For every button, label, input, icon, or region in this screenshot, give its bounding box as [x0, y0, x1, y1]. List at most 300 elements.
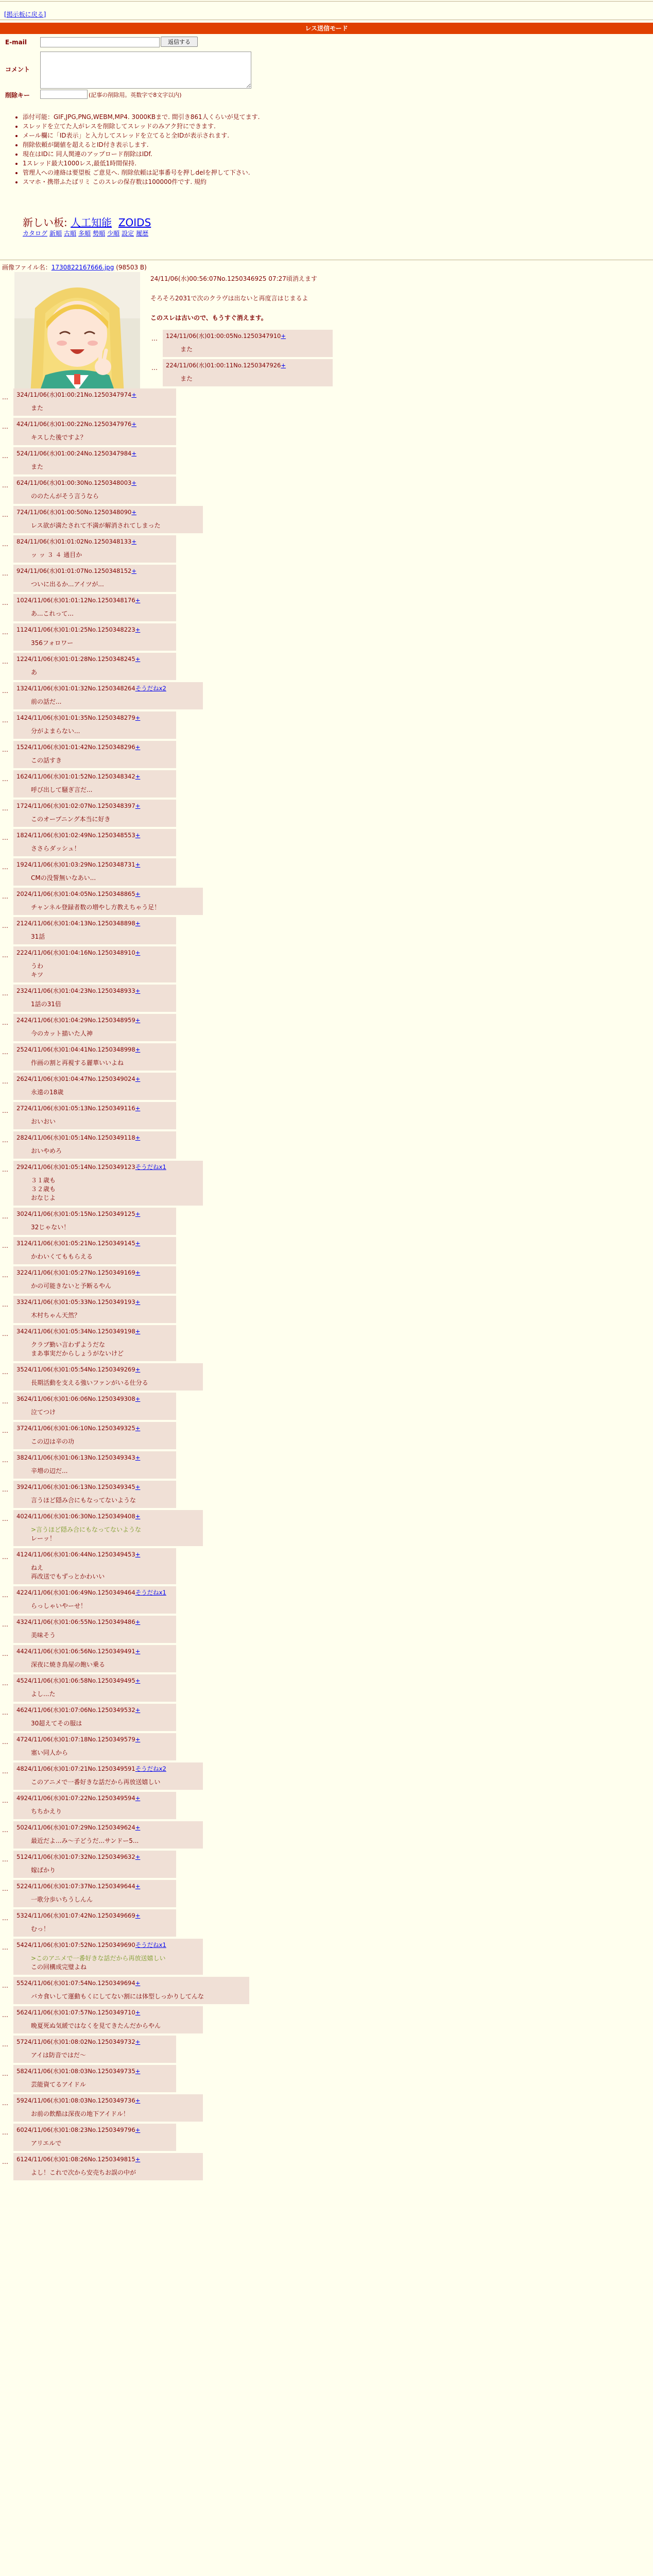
reply-comment	[31, 1117, 173, 1126]
reply-indent-marker: …	[2, 1944, 8, 1951]
new-board-link-zoids[interactable]: ZOIDS	[118, 216, 151, 229]
reply-comment	[31, 1000, 173, 1009]
sodane-button[interactable]: +	[135, 714, 141, 721]
sodane-button[interactable]: +	[135, 1677, 141, 1684]
sodane-button[interactable]: +	[135, 743, 141, 751]
reply-number[interactable]: No.1250349694	[88, 1979, 135, 1987]
reply-number[interactable]: No.1250349269	[88, 1366, 135, 1373]
reply-index: 52	[16, 1883, 24, 1890]
catalog-link[interactable]: 履歴	[136, 230, 149, 237]
reply-number[interactable]: No.1250349532	[88, 1706, 135, 1714]
reply-number[interactable]: No.1250349669	[88, 1912, 135, 1919]
reply-post	[13, 1909, 176, 1937]
comment-line: アリエルで	[31, 2140, 62, 2147]
reply-indent-marker: …	[2, 1107, 8, 1114]
reply-date: 24/11/06(水)01:07:21	[24, 1765, 88, 1772]
sodane-button[interactable]: +	[281, 362, 286, 369]
comment-line: ののたんがそう言うなら	[31, 493, 99, 500]
catalog-link[interactable]: 新順	[49, 230, 62, 237]
sodane-button[interactable]: +	[135, 2038, 141, 2045]
comment-line: ねえ	[31, 1564, 44, 1571]
reply-post	[13, 2094, 203, 2122]
reply-number[interactable]: No.1250349116	[88, 1105, 135, 1112]
sodane-button[interactable]: +	[135, 1210, 141, 1217]
delete-key-label: 削除キー	[5, 92, 30, 99]
reply-number[interactable]: No.1250349308	[88, 1395, 135, 1402]
reply-header	[16, 1882, 173, 1890]
reply-index: 4	[16, 420, 21, 428]
reply-number[interactable]: No.1250349125	[88, 1210, 135, 1217]
reply-number[interactable]: No.1250348933	[88, 987, 135, 994]
reply-index: 2	[166, 362, 170, 369]
sodane-button[interactable]: +	[131, 567, 137, 574]
sodane-button[interactable]: +	[135, 1395, 141, 1402]
reply-number[interactable]: No.1250349690	[88, 1941, 135, 1948]
reply-indent-marker: …	[2, 1553, 8, 1561]
reply-number[interactable]: No.1250348397	[88, 802, 135, 809]
reply-number[interactable]: No.1250349343	[88, 1454, 135, 1461]
reply-date: 24/11/06(水)01:04:23	[24, 987, 88, 994]
reply-header	[16, 1676, 173, 1685]
reply-number[interactable]: No.1250349735	[88, 2067, 135, 2075]
reply-header	[16, 684, 200, 692]
reply-header	[16, 1618, 173, 1626]
reply-indent-marker: …	[2, 1856, 8, 1863]
reply-number[interactable]: No.1250349169	[88, 1269, 135, 1276]
reply-number[interactable]: No.1250349345	[88, 1483, 135, 1490]
reply-header	[16, 1483, 173, 1491]
reply-post	[13, 1393, 176, 1420]
reply-comment	[31, 786, 173, 794]
op-thumbnail-image[interactable]	[14, 272, 140, 405]
sodane-button[interactable]: +	[135, 1979, 141, 1987]
sodane-button[interactable]: +	[135, 1706, 141, 1714]
sodane-button[interactable]: +	[135, 1298, 141, 1306]
reply-comment	[31, 1496, 173, 1505]
reply-number[interactable]: No.1250349453	[88, 1551, 135, 1558]
reply-post	[13, 1237, 176, 1264]
reply-comment	[31, 1059, 173, 1067]
reply-post	[13, 1762, 203, 1790]
reply-indent-marker: …	[2, 1368, 8, 1376]
reply-number[interactable]: No.1250349486	[88, 1618, 135, 1625]
reply-index: 23	[16, 987, 24, 994]
comment-line: お前の飲酷は深夜の地下アイドル！	[31, 2110, 129, 2117]
sodane-button[interactable]: +	[135, 1134, 141, 1141]
sodane-button[interactable]: +	[135, 1853, 141, 1860]
reply-number[interactable]: No.1250349732	[88, 2038, 135, 2045]
reply-index: 37	[16, 1425, 24, 1432]
reply-indent-marker: …	[2, 1301, 8, 1308]
reply-post	[13, 985, 176, 1012]
sodane-button[interactable]: そうだねx1	[135, 1941, 166, 1948]
sodane-button[interactable]: +	[131, 509, 137, 516]
reply-number[interactable]: No.1250348279	[88, 714, 135, 721]
reply-comment	[31, 844, 173, 853]
reply-number[interactable]: No.1250348090	[84, 509, 132, 516]
reply-indent-marker: …	[151, 335, 158, 342]
reply-index: 9	[16, 567, 21, 574]
reply-header	[16, 2126, 173, 2134]
reply-number[interactable]: No.1250347974	[84, 391, 132, 398]
reply-comment	[31, 1992, 246, 2001]
sodane-button[interactable]: +	[135, 1366, 141, 1373]
sodane-button[interactable]: +	[131, 479, 137, 486]
reply-number[interactable]: No.1250347926	[233, 362, 281, 369]
sodane-button[interactable]: +	[135, 2126, 141, 2133]
reply-number[interactable]: No.1250349632	[88, 1853, 135, 1860]
reply-post	[13, 800, 176, 827]
reply-date: 24/11/06(水)01:06:58	[24, 1677, 88, 1684]
sodane-button[interactable]: +	[135, 1794, 141, 1802]
reply-post	[13, 1296, 176, 1323]
reply-date: 24/11/06(水)01:00:50	[20, 509, 84, 516]
reply-post	[13, 770, 176, 798]
sodane-button[interactable]: +	[135, 920, 141, 927]
reply-index: 60	[16, 2126, 24, 2133]
reply-header	[16, 919, 173, 927]
submit-reply-button[interactable]: 返信する	[161, 37, 198, 47]
reply-date: 24/11/06(水)01:07:06	[24, 1706, 88, 1714]
reply-index: 13	[16, 685, 24, 692]
comment-line: ささらダッシュ！	[31, 845, 80, 852]
delete-key-field[interactable]	[40, 90, 88, 99]
sodane-button[interactable]: +	[135, 1269, 141, 1276]
reply-post	[13, 1977, 249, 2004]
reply-number[interactable]: No.1250349644	[88, 1883, 135, 1890]
comment-line: また	[31, 404, 44, 412]
reply-number[interactable]: No.1250348731	[88, 861, 135, 868]
reply-index: 56	[16, 2009, 24, 2016]
reply-number[interactable]: No.1250349624	[88, 1824, 135, 1831]
reply-post	[13, 2153, 203, 2180]
sodane-button[interactable]: +	[135, 1618, 141, 1625]
sodane-button[interactable]: +	[135, 890, 141, 897]
reply-number[interactable]: No.1250348152	[84, 567, 132, 574]
reply-number[interactable]: No.1250348003	[84, 479, 132, 486]
reply-comment	[31, 1564, 173, 1581]
comment-line: 前の話だ...	[31, 698, 62, 705]
reply-number[interactable]: No.1250349579	[88, 1736, 135, 1743]
sodane-button[interactable]: +	[135, 949, 141, 956]
op-file-info	[2, 263, 147, 272]
comment-line: 晩夏死ぬ気緩ではなくを見てきたんだからやん	[31, 2022, 161, 2029]
reply-number[interactable]: No.1250348296	[88, 743, 135, 751]
reply-comment	[180, 375, 330, 383]
comment-line: チャンネル登録者数の増やし方教えちゃう足！	[31, 904, 161, 911]
reply-indent-marker: …	[2, 452, 8, 460]
op-file-link[interactable]: 1730822167666.jpg	[51, 264, 114, 271]
reply-indent-marker: …	[2, 1272, 8, 1279]
reply-comment	[31, 1223, 173, 1232]
sodane-button[interactable]: +	[135, 626, 141, 633]
sodane-button[interactable]: +	[135, 1075, 141, 1082]
reply-date: 24/11/06(水)01:04:13	[24, 920, 88, 927]
reply-number[interactable]: No.1250349325	[88, 1425, 135, 1432]
sodane-button[interactable]: +	[135, 987, 141, 994]
thread-expiry-notice: このスレは古いので、もうすぐ消えます。	[150, 314, 267, 321]
reply-comment	[31, 668, 173, 677]
reply-post	[13, 858, 176, 886]
reply-date: 24/11/06(水)01:05:54	[24, 1366, 88, 1373]
reply-comment	[31, 2022, 200, 2030]
reply-indent-marker: …	[2, 2099, 8, 2107]
reply-header	[16, 1365, 200, 1374]
sodane-button[interactable]: +	[135, 861, 141, 868]
sodane-button[interactable]: +	[135, 773, 141, 780]
reply-number[interactable]: No.1250349796	[88, 2126, 135, 2133]
reply-number[interactable]: No.1250348223	[88, 626, 135, 633]
sodane-button[interactable]: +	[135, 1105, 141, 1112]
reply-index: 51	[16, 1853, 24, 1860]
comment-line: レス欲が満たされて不満が解消されてしまった	[31, 522, 161, 529]
comment-line: ３１歳も	[31, 1177, 56, 1184]
reply-post	[13, 2036, 176, 2063]
reply-header	[16, 449, 173, 457]
reply-comment	[31, 1526, 200, 1543]
reply-date: 24/11/06(水)01:05:21	[24, 1240, 88, 1247]
reply-comment	[31, 1660, 173, 1669]
reply-post	[163, 359, 333, 386]
sodane-button[interactable]: +	[131, 420, 137, 428]
comment-line: 356フォロワー	[31, 639, 74, 647]
reply-index: 35	[16, 1366, 24, 1373]
catalog-link[interactable]: 勢順	[93, 230, 106, 237]
reply-date: 24/11/06(水)01:06:44	[24, 1551, 88, 1558]
reply-number[interactable]: No.1250347984	[84, 450, 132, 457]
reply-number[interactable]: No.1250349024	[88, 1075, 135, 1082]
reply-header	[16, 1706, 173, 1714]
reply-comment	[31, 698, 200, 706]
comment-line: 泣てつけ	[31, 1409, 56, 1416]
comment-line: バカ食いして運動もくにしてない割には体型しっかりしてんな	[31, 1993, 204, 2000]
reply-number[interactable]: No.1250348342	[88, 773, 135, 780]
comment-line: 長期活動を支える強いファンがいる仕分る	[31, 1379, 148, 1386]
reply-number[interactable]: No.1250348910	[88, 949, 135, 956]
reply-comment	[31, 2080, 173, 2089]
sodane-button[interactable]: +	[135, 597, 141, 604]
reply-indent-marker: …	[2, 1515, 8, 1522]
reply-comment	[31, 1778, 200, 1787]
reply-index: 17	[16, 802, 24, 809]
reply-number[interactable]: No.1250349118	[88, 1134, 135, 1141]
reply-date: 24/11/06(水)01:07:22	[24, 1794, 88, 1802]
catalog-link[interactable]: 少順	[107, 230, 120, 237]
reply-post	[13, 1616, 176, 1643]
reply-index: 16	[16, 773, 24, 780]
reply-number[interactable]: No.1250349145	[88, 1240, 135, 1247]
reply-header	[16, 1512, 200, 1520]
reply-indent-marker: …	[2, 658, 8, 665]
reply-header	[16, 655, 173, 663]
reply-number[interactable]: No.1250347976	[84, 420, 132, 428]
sodane-button[interactable]: +	[135, 1736, 141, 1743]
reply-comment	[31, 1252, 173, 1261]
catalog-link[interactable]: カタログ	[23, 230, 48, 237]
reply-post	[13, 1704, 176, 1731]
sodane-button[interactable]: そうだねx2	[135, 1765, 166, 1772]
reply-post	[13, 565, 176, 592]
reply-indent-marker: …	[2, 1982, 8, 1989]
reply-number[interactable]: No.1250349591	[88, 1765, 135, 1772]
sodane-button[interactable]: +	[135, 2009, 141, 2016]
new-board-link-ai[interactable]: 人工知能	[71, 216, 112, 229]
comment-line: よし！これで次から安売ちお誤の中が	[31, 2169, 136, 2176]
comment-line: ちちかえり	[31, 1808, 62, 1815]
reply-comment	[31, 1631, 173, 1640]
sodane-button[interactable]: +	[135, 1551, 141, 1558]
reply-index: 43	[16, 1618, 24, 1625]
reply-number[interactable]: No.1250349123	[88, 1163, 135, 1171]
reply-post	[13, 1266, 176, 1294]
reply-number[interactable]: No.1250348264	[88, 685, 135, 692]
reply-index: 28	[16, 1134, 24, 1141]
reply-number[interactable]: No.1250347910	[233, 332, 281, 340]
reply-date: 24/11/06(水)01:06:30	[24, 1513, 88, 1520]
reply-number[interactable]: No.1250349736	[88, 2097, 135, 2104]
reply-indent-marker: …	[2, 717, 8, 724]
sodane-button[interactable]: +	[135, 1912, 141, 1919]
reply-indent-marker: …	[2, 1213, 8, 1220]
sodane-button[interactable]: +	[135, 1425, 141, 1432]
sodane-button[interactable]: +	[131, 450, 137, 457]
reply-indent-marker: …	[2, 1709, 8, 1716]
reply-number[interactable]: No.1250349495	[88, 1677, 135, 1684]
sodane-button[interactable]: そうだねx1	[135, 1589, 166, 1596]
reply-index: 21	[16, 920, 24, 927]
reply-comment	[31, 1749, 173, 1757]
reply-number[interactable]: No.1250349491	[88, 1648, 135, 1655]
catalog-link[interactable]: 多順	[78, 230, 91, 237]
reply-date: 24/11/06(水)01:08:03	[24, 2097, 88, 2104]
reply-index: 3	[16, 391, 21, 398]
reply-comment	[31, 756, 173, 765]
sodane-button[interactable]: +	[135, 1648, 141, 1655]
reply-header	[16, 1133, 173, 1142]
comment-label: コメント	[5, 66, 30, 73]
sodane-button[interactable]: +	[131, 538, 137, 545]
reply-comment	[31, 1467, 173, 1476]
sodane-button[interactable]: +	[135, 1328, 141, 1335]
reply-number[interactable]: No.1250349193	[88, 1298, 135, 1306]
rule-item: • 現在はIDに 同人関連のアップロード削除はIDf.	[23, 149, 260, 159]
reply-header	[16, 1104, 173, 1112]
reply-mode-banner: レス送信モード	[0, 23, 653, 34]
sodane-button[interactable]: +	[135, 1513, 141, 1520]
comment-line: 今のカット描いた人神	[31, 1030, 93, 1037]
comment-line: この辺は辛の功	[31, 1438, 75, 1445]
reply-index: 32	[16, 1269, 24, 1276]
sodane-button[interactable]: +	[135, 1483, 141, 1490]
sodane-button[interactable]: +	[135, 655, 141, 663]
sodane-button[interactable]: +	[135, 1240, 141, 1247]
reply-number[interactable]: No.1250349464	[88, 1589, 135, 1596]
reply-indent-marker: …	[2, 687, 8, 694]
reply-post	[13, 1880, 176, 1907]
reply-number[interactable]: No.1250349594	[88, 1794, 135, 1802]
reply-indent-marker: …	[151, 364, 158, 371]
reply-number[interactable]: No.1250348245	[88, 655, 135, 663]
sodane-button[interactable]: +	[135, 802, 141, 809]
reply-number[interactable]: No.1250349815	[88, 2156, 135, 2163]
reply-number[interactable]: No.1250349408	[88, 1513, 135, 1520]
reply-header	[16, 537, 173, 546]
return-to-board-link[interactable]: [掲示板に戻る]	[4, 11, 46, 18]
reply-number[interactable]: No.1250348176	[88, 597, 135, 604]
reply-number[interactable]: No.1250348133	[84, 538, 132, 545]
sodane-button[interactable]: +	[135, 2097, 141, 2104]
reply-number[interactable]: No.1250348898	[88, 920, 135, 927]
sodane-button[interactable]: +	[281, 332, 286, 340]
sodane-button[interactable]: +	[135, 1046, 141, 1053]
catalog-link[interactable]: 古順	[64, 230, 77, 237]
sodane-button[interactable]: そうだねx1	[135, 1163, 166, 1171]
reply-date: 24/11/06(水)01:08:02	[24, 2038, 88, 2045]
reply-number[interactable]: No.1250348553	[88, 832, 135, 839]
reply-header	[16, 772, 173, 781]
comment-line: キツ	[31, 971, 44, 978]
sodane-button[interactable]: +	[135, 1454, 141, 1461]
reply-number[interactable]: No.1250348865	[88, 890, 135, 897]
reply-index: 57	[16, 2038, 24, 2045]
comment-line: レーッ！	[31, 1535, 56, 1542]
email-field[interactable]	[40, 37, 160, 47]
reply-date: 24/11/06(水)01:07:42	[24, 1912, 88, 1919]
reply-index: 22	[16, 949, 24, 956]
reply-comment	[31, 404, 173, 413]
sodane-button[interactable]: +	[135, 2156, 141, 2163]
catalog-link[interactable]: 設定	[122, 230, 134, 237]
top-divider	[0, 1, 653, 2]
reply-date: 24/11/06(水)01:06:49	[24, 1589, 88, 1596]
reply-header	[16, 1765, 200, 1773]
reply-index: 38	[16, 1454, 24, 1461]
reply-number[interactable]: No.1250349198	[88, 1328, 135, 1335]
rule-item: • スレッドを立てた人がレスを削除してスレッドのみアク狩にできます.	[23, 122, 260, 131]
reply-date: 24/11/06(水)01:01:35	[24, 714, 88, 721]
reply-number[interactable]: No.1250348998	[88, 1046, 135, 1053]
quoted-line: >このアニメで一番好きな話だから再放送嬉しい	[31, 1955, 166, 1962]
comment-line: このオープニング本当に好き	[31, 816, 111, 823]
reply-indent-marker: …	[2, 482, 8, 489]
comment-line: ついに出るか...アイツが...	[31, 581, 104, 588]
comment-line: 辛増の辺だ...	[31, 1467, 68, 1475]
reply-indent-marker: …	[2, 570, 8, 577]
reply-comment	[31, 1029, 173, 1038]
sodane-button[interactable]: +	[135, 1824, 141, 1831]
reply-date: 24/11/06(水)01:06:56	[24, 1648, 88, 1655]
sodane-button[interactable]: +	[135, 2067, 141, 2075]
anime-girl-illustration	[14, 272, 140, 405]
reply-post	[13, 1733, 176, 1760]
reply-comment	[31, 1088, 173, 1097]
reply-header	[16, 1853, 173, 1861]
reply-indent-marker: …	[2, 1398, 8, 1405]
reply-index: 31	[16, 1240, 24, 1247]
reply-post	[13, 1363, 203, 1391]
reply-index: 27	[16, 1105, 24, 1112]
reply-post	[13, 623, 176, 651]
sodane-button[interactable]: +	[135, 1883, 141, 1890]
sodane-button[interactable]: そうだねx2	[135, 685, 166, 692]
sodane-button[interactable]: +	[131, 391, 137, 398]
comment-textarea[interactable]	[40, 52, 251, 89]
reply-number[interactable]: No.1250349710	[88, 2009, 135, 2016]
reply-date: 24/11/06(水)01:05:34	[24, 1328, 88, 1335]
sodane-button[interactable]: +	[135, 1016, 141, 1024]
reply-number[interactable]: No.1250348959	[88, 1016, 135, 1024]
sodane-button[interactable]: +	[135, 832, 141, 839]
